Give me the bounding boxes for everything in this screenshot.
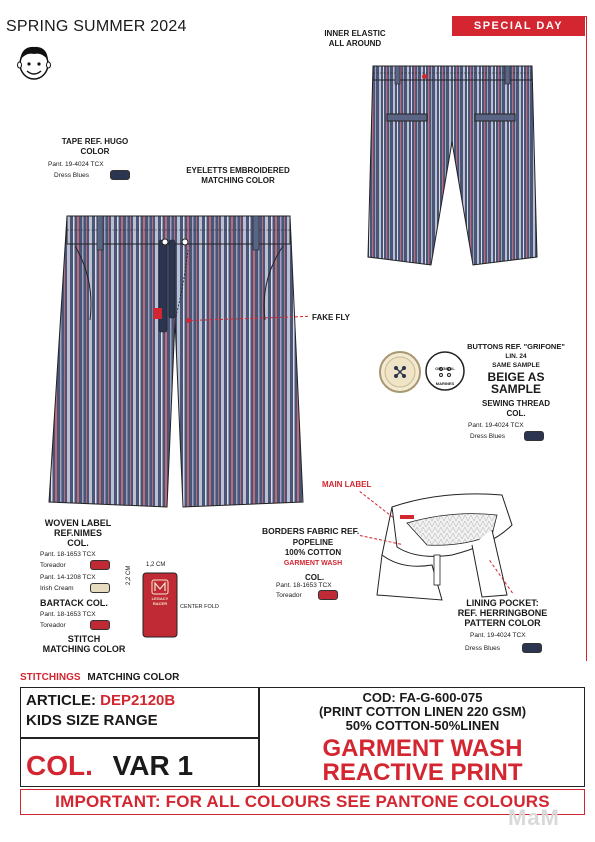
lining-color-name: Dress Blues [465, 645, 501, 652]
borders-callout: BORDERS FABRIC REF. [262, 526, 360, 536]
article-label: ARTICLE: [26, 692, 96, 709]
borders-color-name: Toreador [276, 592, 302, 599]
eyelets-callout: EYELETTS EMBROIDERED MATCHING COLOR [186, 166, 290, 185]
fabric-cod: COD: FA-G-600-075 [362, 690, 483, 705]
woven-label-callout: WOVEN LABEL REF.NIMES COL. [44, 518, 112, 548]
mascot-icon [14, 40, 54, 84]
fabric-print: (PRINT COTTON LINEN 220 GSM) [318, 704, 527, 719]
buttons-pantone: Pant. 19-4024 TCX [468, 422, 524, 429]
inner-elastic-callout: INNER ELASTIC ALL AROUND [324, 29, 386, 48]
fabric-composition: 50% COTTON-50%LINEN [345, 718, 500, 733]
woven-color-2: Irish Cream [40, 585, 74, 592]
buttons-color-name: Dress Blues [470, 433, 506, 440]
label-height-dim: 2,2 CM [126, 565, 132, 585]
center-fold-note: CENTER FOLD [180, 604, 219, 610]
borders-pantone: Pant. 18-1653 TCX [276, 582, 332, 589]
season-title: SPRING SUMMER 2024 [6, 18, 187, 35]
finish-info [262, 737, 583, 785]
info-divider-h [20, 737, 258, 739]
woven-pantone-1: Pant. 18-1653 TCX [40, 551, 96, 558]
button-logo-bottom: MARINES [435, 381, 455, 386]
finish-line2: REACTIVE PRINT [322, 759, 523, 786]
main-label-callout: MAIN LABEL [322, 480, 372, 489]
tape-pantone: Pant. 19-4024 TCX [48, 161, 104, 168]
stitchings-label: STITCHINGS [20, 672, 81, 683]
stitch-callout: STITCH MATCHING COLOR [42, 634, 126, 654]
article-line [26, 692, 175, 709]
woven-label-text: LEGACY RACER [151, 596, 169, 606]
stitchings-row [20, 672, 179, 683]
lining-callout: LINING POCKET: REF. HERRINGBONE PATTERN COLOR [457, 598, 548, 628]
info-divider [258, 687, 260, 787]
borders-swatch [318, 590, 338, 600]
elastic-pin [422, 74, 427, 79]
bartack-callout: BARTACK COL. [40, 598, 108, 608]
important-note: IMPORTANT: FOR ALL COLOURS SEE PANTONE COLOURS [20, 789, 585, 815]
woven-swatch-1 [90, 560, 110, 570]
label-width-dim: 1,2 CM [146, 562, 166, 568]
woven-pantone-2: Pant. 14-1208 TCX [40, 574, 96, 581]
article-code: DEP2120B [100, 692, 176, 709]
fake-fly-pin [186, 318, 191, 323]
tape-swatch [110, 170, 130, 180]
colorway-value: VAR 1 [112, 750, 194, 781]
colorway-line [26, 750, 193, 782]
button-logo-top: ORIGINAL [435, 366, 455, 371]
borders-fabric: POPELINE 100% COTTON [284, 538, 342, 557]
fabric-info [262, 691, 583, 733]
buttons-callout: BUTTONS REF. "GRIFONE" LIN. 24 SAME SAMPLE BEIGE AS SAMPLE SEWING THREAD COL. [467, 342, 565, 418]
lining-swatch [522, 643, 542, 653]
shorts-back-drawing [365, 62, 540, 287]
brand-tag: SPECIAL DAY [452, 16, 585, 36]
buttons-swatch [524, 431, 544, 441]
bartack-color-name: Toreador [40, 622, 66, 629]
colorway-label: COL. [26, 750, 93, 781]
borders-col: COL. [305, 573, 325, 582]
finish-line1: GARMENT WASH [322, 735, 523, 762]
size-range: KIDS SIZE RANGE [26, 712, 158, 729]
button-icon [378, 350, 422, 394]
shorts-front-drawing [45, 210, 310, 510]
stitchings-value: MATCHING COLOR [87, 672, 180, 683]
tape-color-name: Dress Blues [54, 172, 90, 179]
tape-callout: TAPE REF. HUGO COLOR [61, 137, 129, 156]
bartack-pantone: Pant. 18-1653 TCX [40, 611, 96, 618]
bartack-swatch [90, 620, 110, 630]
woven-color-1: Toreador [40, 562, 66, 569]
watermark-logo: MaM [508, 805, 560, 830]
borders-wash: GARMENT WASH [283, 560, 343, 567]
woven-swatch-2 [90, 583, 110, 593]
lining-pantone: Pant. 19-4024 TCX [470, 632, 526, 639]
fake-fly-callout: FAKE FLY [312, 313, 350, 322]
